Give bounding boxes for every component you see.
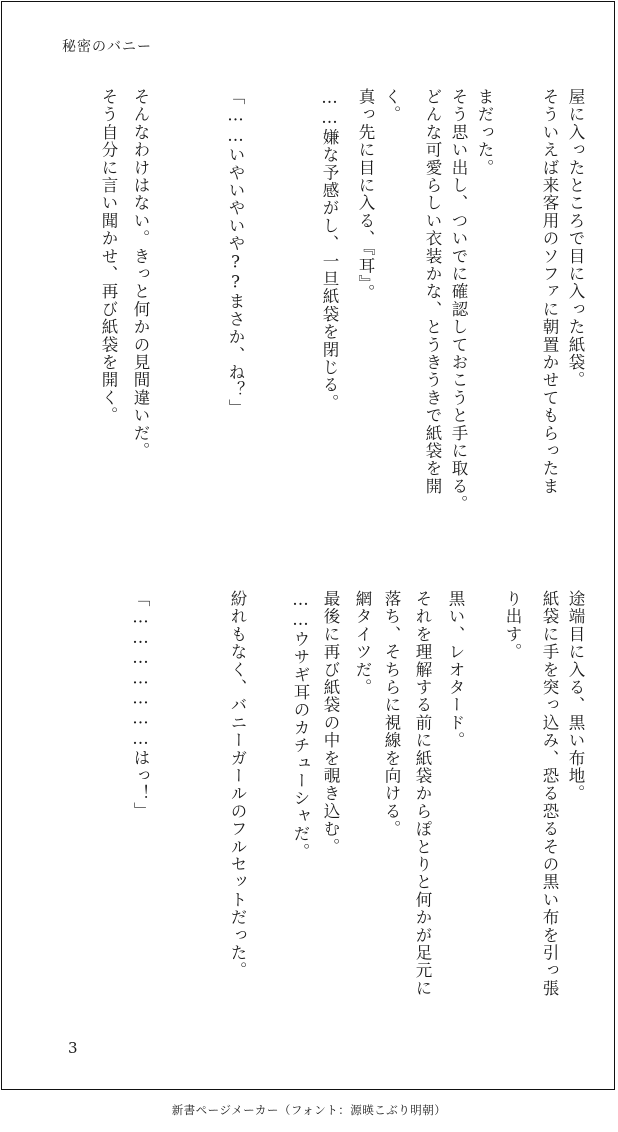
text-line: り出す。 — [503, 590, 522, 661]
dialogue-line: 「…………………はっ！」 — [131, 590, 150, 820]
dialogue-line: 「……いやいやいや??まさか、ね？」 — [226, 88, 245, 417]
footer-caption: 新書ページメーカー（フォント：源暎こぶり明朝） — [171, 1103, 447, 1117]
text-line: 最後に再び紙袋の中を覗き込む。 — [321, 590, 340, 856]
text-line: ……嫌な予感がし、一旦紙袋を閉じる。 — [320, 88, 339, 412]
text-line: ……ウサギ耳のカチューシャだ。 — [291, 590, 310, 861]
page-number: 3 — [68, 1039, 78, 1057]
page-title: 秘密のバニー — [62, 39, 152, 55]
text-line: 紛れもなく、バニーガールのフルセットだった。 — [228, 590, 247, 980]
text-line: そう自分に言い聞かせ、再び紙袋を開く。 — [99, 88, 118, 425]
text-line: どんな可愛らしい衣装かな、とうきうきで紙袋を開 — [423, 88, 442, 496]
text-line: 屋に入ったところで目に入った紙袋。 — [566, 88, 585, 389]
text-line: 網タイツだ。 — [353, 590, 372, 697]
text-line: それを理解する前に紙袋からぽとりと何かが足元に — [413, 590, 432, 998]
text-line: そういえば来客用のソファに朝置かせてもらったま — [540, 88, 559, 496]
text-line: 途端目に入る、黒い布地。 — [566, 590, 585, 803]
text-line: 紙袋に手を突っ込み、恐る恐るその黒い布を引っ張 — [540, 590, 559, 998]
text-line: まだった。 — [475, 88, 494, 177]
text-line: 真っ先に目に入る、『耳』。 — [356, 88, 375, 302]
text-line: そんなわけはない。きっと何かの見間違いだ。 — [131, 88, 150, 460]
text-line: 黒い、レオタード。 — [446, 590, 465, 750]
text-line: そう思い出し、ついでに確認しておこうと手に取る。 — [449, 88, 468, 513]
book-page — [1, 1, 615, 1090]
text-line: 落ち、そちらに視線を向ける。 — [382, 590, 401, 838]
text-line: く。 — [382, 88, 401, 124]
